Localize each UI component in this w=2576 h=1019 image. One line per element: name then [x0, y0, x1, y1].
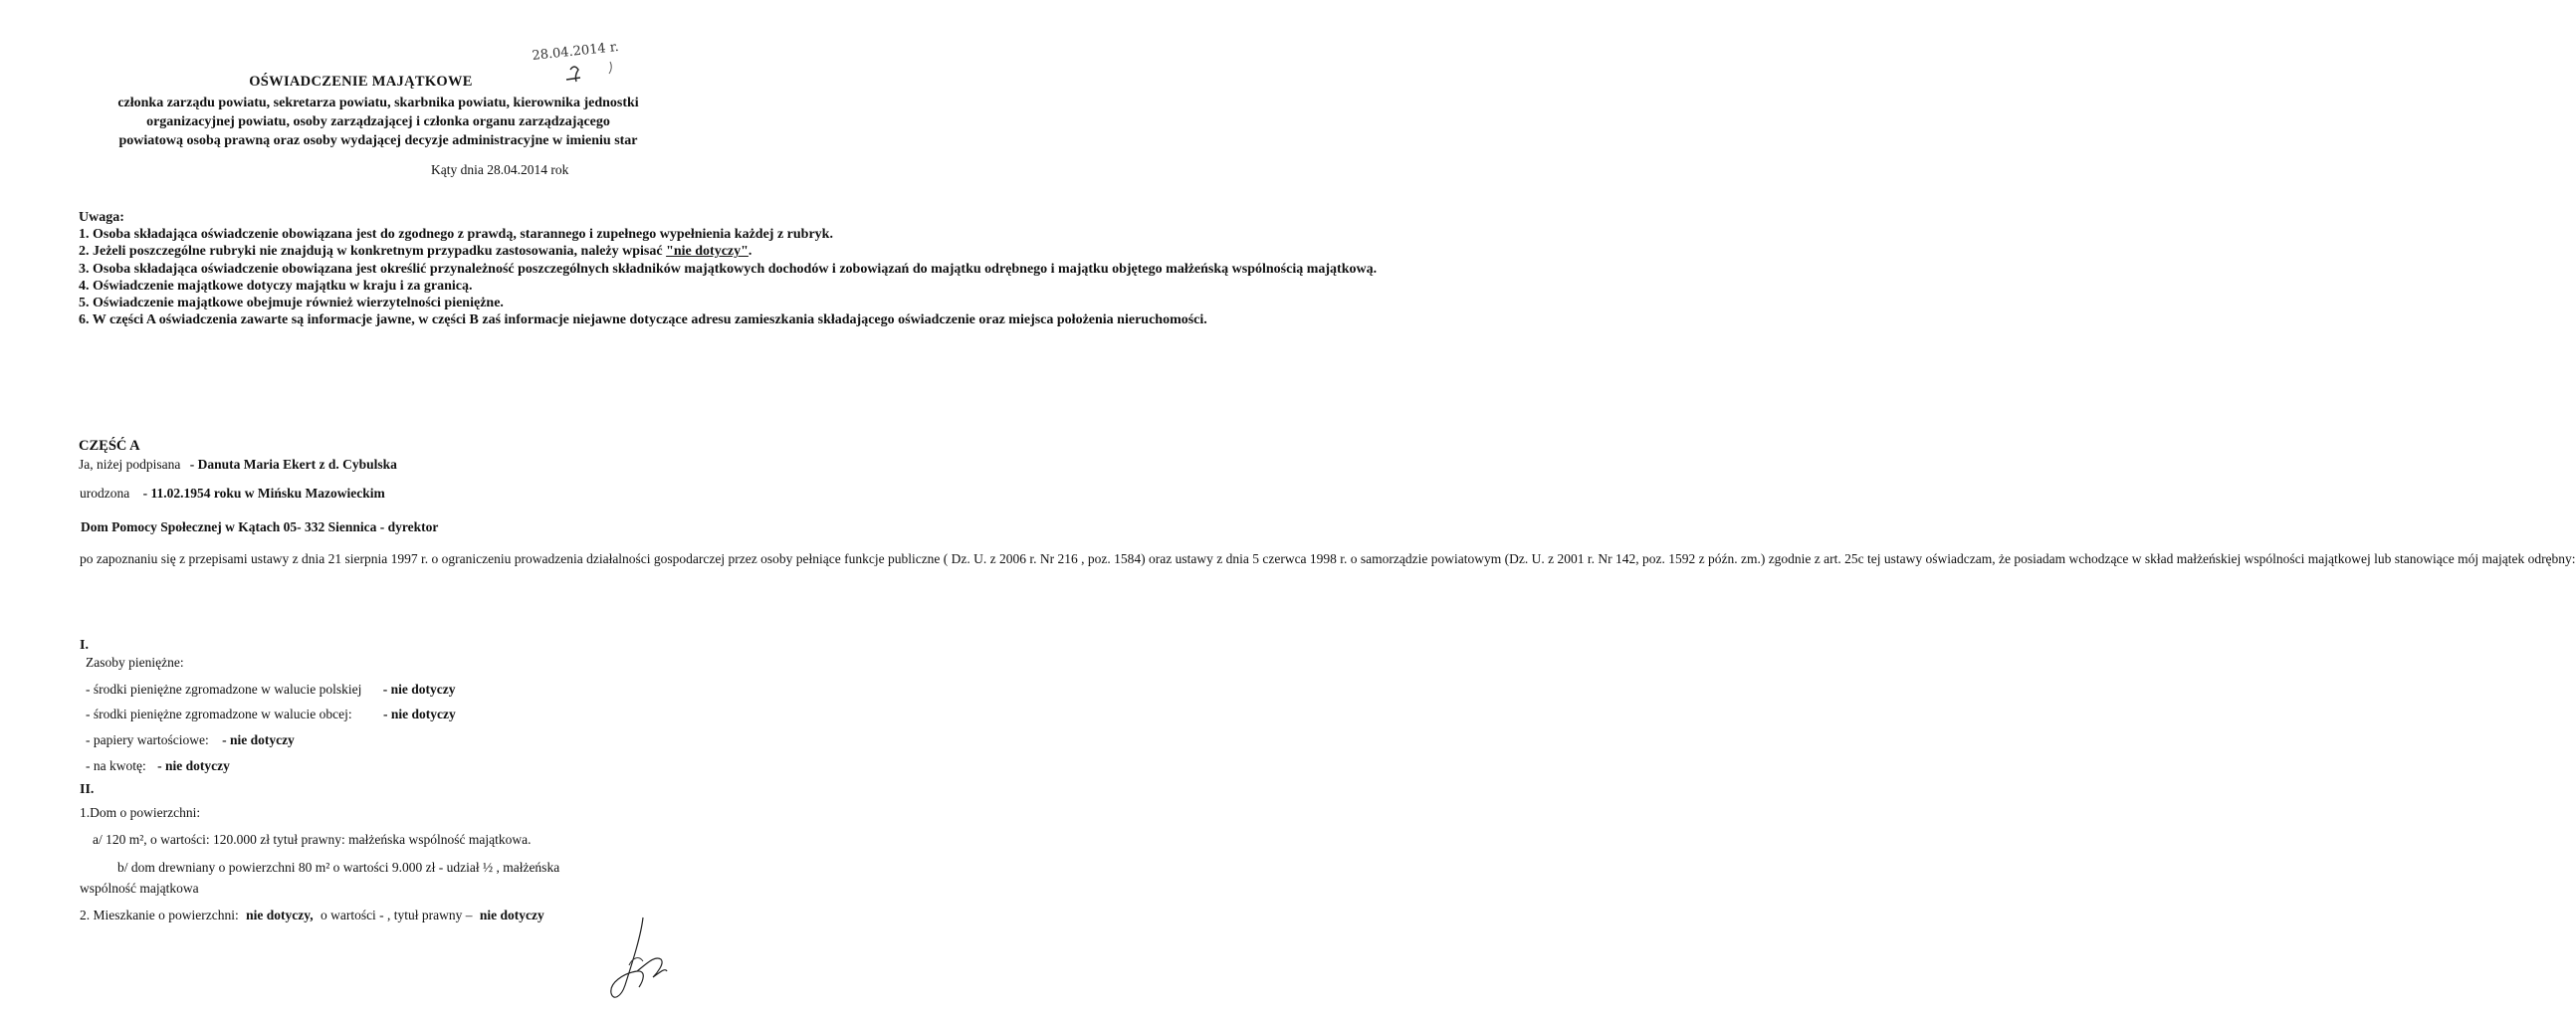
money-row-label: - środki pieniężne zgromadzone w walucie polskiej [86, 682, 362, 697]
money-row-label: - środki pieniężne zgromadzone w walucie obcej: [86, 707, 352, 721]
born-line [80, 486, 385, 502]
subtitle-line-3: powiatową osobą prawną oraz osoby wydającej decyzje administracyjne w imieniu star [118, 133, 638, 148]
flat-line [80, 908, 544, 923]
flat-area-value: nie dotyczy, [246, 908, 314, 922]
subtitle-line-2: organizacyjnej powiatu, osoby zarządzającej i członka organu zarządzającego [146, 114, 610, 129]
intro-text: po zapoznaniu się z przepisami ustawy z dnia 21 sierpnia 1997 r. o ograniczeniu prowadzenia działalności gospodarczej przez osoby pełniące funkcje publiczne ( Dz. U. z 2006 r. Nr 216 , poz. 1584) oraz ustawy z dnia 5 czerwca 1998 r. o samorządzie powiatowym (Dz. U. z 2001 r. Nr 142, poz. 1592 z późn. zm.) zgodnie z art. 25c tej ustawy oświadczam, że posiadam wchodzące w skład małżeńskiej wspólności majątkowej lub stanowiące mój majątek odrębny: [80, 551, 2576, 566]
house-b-line-1: b/ dom drewniany o powierzchni 80 m² o wartości 9.000 zł - udział ½ , małżeńska [117, 860, 560, 875]
document-title: OŚWIADCZENIE MAJĄTKOWE [249, 74, 473, 90]
flat-prefix: 2. Mieszkanie o powierzchni: [80, 908, 239, 922]
signer-line [79, 457, 397, 473]
place-date: Kąty dnia 28.04.2014 rok [431, 162, 569, 177]
house-a: a/ 120 m², o wartości: 120.000 zł tytuł prawny: małżeńska wspólność majątkowa. [93, 832, 532, 847]
securities-row [86, 732, 295, 748]
signer-name: - Danuta Maria Ekert z d. Cybulska [189, 457, 397, 472]
house-header: 1.Dom o powierzchni: [80, 805, 201, 820]
born-value: - 11.02.1954 roku w Mińsku Mazowieckim [142, 486, 385, 501]
money-row-value: - nie dotyczy [382, 682, 456, 697]
notes-header: Uwaga: [79, 210, 124, 225]
section-2-numeral: II. [80, 782, 95, 797]
securities-label: - papiery wartościowe: [86, 732, 209, 747]
handwritten-signature [603, 916, 673, 1005]
house-b-line-2: wspólność majątkowa [80, 881, 199, 896]
securities-value: - nie dotyczy [222, 732, 295, 747]
section-1-numeral: I. [80, 638, 89, 653]
note-4: 4. Oświadczenie majątkowe dotyczy majątku w kraju i za granicą. [79, 278, 473, 294]
note-3: 3. Osoba składająca oświadczenie obowiązana jest określić przynależność poszczególnych składników majątkowych dochodów i zobowiązań do majątku odrębnego i majątku objętego małżeńską wspólnością majątkową. [79, 261, 1378, 277]
money-row-value: - nie dotyczy [383, 707, 456, 721]
note-1: 1. Osoba składająca oświadczenie obowiązana jest do zgodnego z prawdą, starannego i zupełnego wypełnienia każdej z rubryk. [79, 227, 833, 243]
amount-value: - nie dotyczy [157, 758, 230, 773]
flat-title-value: nie dotyczy [479, 908, 544, 922]
stamp-date-text: 28.04.2014 r. [531, 39, 620, 64]
money-row-foreign [86, 707, 456, 722]
employment-line: Dom Pomocy Społecznej w Kątach 05- 332 Siennica - dyrektor [81, 519, 439, 534]
signer-prefix: Ja, niżej podpisana [79, 457, 181, 472]
notes-block [79, 209, 1378, 328]
note-2-text: 2. Jeżeli poszczególne rubryki nie znajdują w konkretnym przypadku zastosowania, należy wpisać [79, 244, 663, 260]
intro-paragraph [80, 549, 2576, 569]
part-a-header: CZĘŚĆ A [79, 438, 140, 454]
note-6: 6. W części A oświadczenia zawarte są informacje jawne, w części B zaś informacje niejawne dotyczące adresu zamieszkania składającego oświadczenie oraz miejsca położenia nieruchomości. [79, 312, 1207, 328]
section-1-header: Zasoby pieniężne: [86, 655, 184, 670]
note-2-highlight: "nie dotyczy" [666, 244, 749, 260]
note-2: 2. Jeżeli poszczególne rubryki nie znajdują w konkretnym przypadku zastosowania, należy wpisać "nie dotyczy". [79, 244, 752, 260]
note-5: 5. Oświadczenie majątkowe obejmuje również wierzytelności pieniężne. [79, 296, 504, 311]
money-row-pln [86, 682, 456, 698]
born-prefix: urodzona [80, 486, 130, 501]
subtitle-line-1: członka zarządu powiatu, sekretarza powiatu, skarbnika powiatu, kierownika jednostki [117, 96, 639, 110]
amount-row [86, 758, 230, 774]
flat-mid-text: o wartości - , tytuł prawny – [320, 908, 473, 922]
amount-label: - na kwotę: [86, 758, 146, 773]
